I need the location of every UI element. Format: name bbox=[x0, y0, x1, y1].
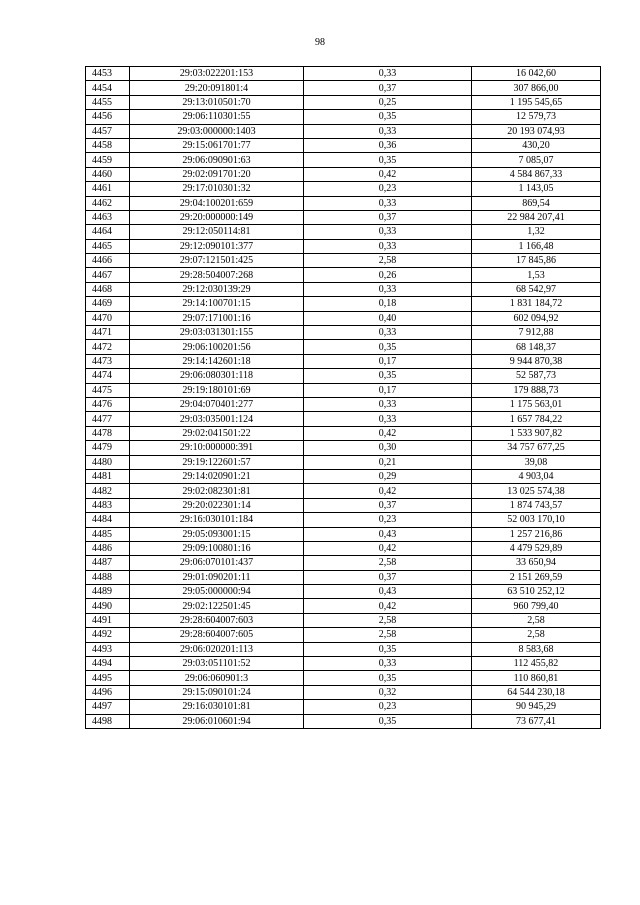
cadastral-value-cell: 1 831 184,72 bbox=[472, 297, 601, 311]
cadastral-number-cell: 29:12:090101:377 bbox=[130, 239, 304, 253]
coefficient-cell: 0,21 bbox=[304, 455, 472, 469]
coefficient-cell: 2,58 bbox=[304, 254, 472, 268]
cadastral-number-cell: 29:06:100201:56 bbox=[130, 340, 304, 354]
cadastral-number-cell: 29:03:031301:155 bbox=[130, 326, 304, 340]
cadastral-value-cell: 1 166,48 bbox=[472, 239, 601, 253]
row-number-cell: 4475 bbox=[86, 383, 130, 397]
row-number-cell: 4470 bbox=[86, 311, 130, 325]
row-number-cell: 4473 bbox=[86, 354, 130, 368]
row-number-cell: 4487 bbox=[86, 556, 130, 570]
cadastral-value-cell: 2 151 269,59 bbox=[472, 570, 601, 584]
cadastral-number-cell: 29:06:070101:437 bbox=[130, 556, 304, 570]
cadastral-number-cell: 29:19:122601:57 bbox=[130, 455, 304, 469]
cadastral-value-cell: 22 984 207,41 bbox=[472, 210, 601, 224]
table-row bbox=[86, 613, 601, 627]
cadastral-number-cell: 29:06:110301:55 bbox=[130, 110, 304, 124]
cadastral-number-cell: 29:02:091701:20 bbox=[130, 167, 304, 181]
cadastral-number-cell: 29:06:080301:118 bbox=[130, 369, 304, 383]
row-number-cell: 4496 bbox=[86, 685, 130, 699]
table-row bbox=[86, 397, 601, 411]
row-number-cell: 4493 bbox=[86, 642, 130, 656]
coefficient-cell: 0,35 bbox=[304, 153, 472, 167]
cadastral-number-cell: 29:03:051101:52 bbox=[130, 657, 304, 671]
coefficient-cell: 0,33 bbox=[304, 239, 472, 253]
cadastral-number-cell: 29:06:010601:94 bbox=[130, 714, 304, 728]
cadastral-value-cell: 1 175 563,01 bbox=[472, 397, 601, 411]
table-row bbox=[86, 628, 601, 642]
cadastral-value-cell: 1,32 bbox=[472, 225, 601, 239]
coefficient-cell: 0,33 bbox=[304, 282, 472, 296]
row-number-cell: 4463 bbox=[86, 210, 130, 224]
table-row bbox=[86, 599, 601, 613]
table-row bbox=[86, 138, 601, 152]
table-row bbox=[86, 469, 601, 483]
row-number-cell: 4472 bbox=[86, 340, 130, 354]
coefficient-cell: 0,23 bbox=[304, 700, 472, 714]
table-row bbox=[86, 282, 601, 296]
row-number-cell: 4461 bbox=[86, 182, 130, 196]
coefficient-cell: 0,33 bbox=[304, 67, 472, 81]
coefficient-cell: 0,25 bbox=[304, 95, 472, 109]
coefficient-cell: 0,33 bbox=[304, 326, 472, 340]
row-number-cell: 4457 bbox=[86, 124, 130, 138]
cadastral-value-cell: 1 533 907,82 bbox=[472, 426, 601, 440]
table-row bbox=[86, 412, 601, 426]
table-row bbox=[86, 326, 601, 340]
row-number-cell: 4491 bbox=[86, 613, 130, 627]
table-row bbox=[86, 541, 601, 555]
row-number-cell: 4474 bbox=[86, 369, 130, 383]
coefficient-cell: 0,23 bbox=[304, 182, 472, 196]
coefficient-cell: 0,40 bbox=[304, 311, 472, 325]
coefficient-cell: 0,43 bbox=[304, 527, 472, 541]
cadastral-value-cell: 12 579,73 bbox=[472, 110, 601, 124]
table-row bbox=[86, 498, 601, 512]
cadastral-value-cell: 960 799,40 bbox=[472, 599, 601, 613]
coefficient-cell: 0,23 bbox=[304, 513, 472, 527]
cadastral-number-cell: 29:14:020901:21 bbox=[130, 469, 304, 483]
row-number-cell: 4462 bbox=[86, 196, 130, 210]
row-number-cell: 4467 bbox=[86, 268, 130, 282]
table-row bbox=[86, 570, 601, 584]
table-row bbox=[86, 196, 601, 210]
row-number-cell: 4486 bbox=[86, 541, 130, 555]
cadastral-number-cell: 29:06:020201:113 bbox=[130, 642, 304, 656]
cadastral-value-cell: 2,58 bbox=[472, 628, 601, 642]
table-row bbox=[86, 426, 601, 440]
table-row bbox=[86, 254, 601, 268]
cadastral-value-cell: 17 845,86 bbox=[472, 254, 601, 268]
coefficient-cell: 0,35 bbox=[304, 642, 472, 656]
cadastral-value-cell: 602 094,92 bbox=[472, 311, 601, 325]
coefficient-cell: 0,33 bbox=[304, 225, 472, 239]
row-number-cell: 4471 bbox=[86, 326, 130, 340]
table-row bbox=[86, 182, 601, 196]
cadastral-number-cell: 29:03:022201:153 bbox=[130, 67, 304, 81]
coefficient-cell: 0,17 bbox=[304, 383, 472, 397]
cadastral-value-cell: 63 510 252,12 bbox=[472, 585, 601, 599]
coefficient-cell: 0,43 bbox=[304, 585, 472, 599]
coefficient-cell: 0,35 bbox=[304, 671, 472, 685]
table-row bbox=[86, 225, 601, 239]
cadastral-value-cell: 33 650,94 bbox=[472, 556, 601, 570]
coefficient-cell: 0,33 bbox=[304, 196, 472, 210]
table-row bbox=[86, 700, 601, 714]
table-row bbox=[86, 383, 601, 397]
cadastral-value-cell: 52 003 170,10 bbox=[472, 513, 601, 527]
table-row bbox=[86, 685, 601, 699]
row-number-cell: 4465 bbox=[86, 239, 130, 253]
cadastral-number-cell: 29:15:061701:77 bbox=[130, 138, 304, 152]
row-number-cell: 4483 bbox=[86, 498, 130, 512]
cadastral-number-cell: 29:03:000000:1403 bbox=[130, 124, 304, 138]
cadastral-value-cell: 90 945,29 bbox=[472, 700, 601, 714]
cadastral-number-cell: 29:09:100801:16 bbox=[130, 541, 304, 555]
row-number-cell: 4480 bbox=[86, 455, 130, 469]
row-number-cell: 4490 bbox=[86, 599, 130, 613]
cadastral-number-cell: 29:14:142601:18 bbox=[130, 354, 304, 368]
cadastral-value-cell: 2,58 bbox=[472, 613, 601, 627]
coefficient-cell: 0,29 bbox=[304, 469, 472, 483]
table-row bbox=[86, 527, 601, 541]
cadastral-number-cell: 29:02:122501:45 bbox=[130, 599, 304, 613]
row-number-cell: 4459 bbox=[86, 153, 130, 167]
coefficient-cell: 0,35 bbox=[304, 340, 472, 354]
row-number-cell: 4481 bbox=[86, 469, 130, 483]
cadastral-number-cell: 29:04:070401:277 bbox=[130, 397, 304, 411]
cadastral-value-cell: 4 903,04 bbox=[472, 469, 601, 483]
table-body bbox=[86, 67, 601, 729]
cadastral-number-cell: 29:03:035001:124 bbox=[130, 412, 304, 426]
row-number-cell: 4460 bbox=[86, 167, 130, 181]
cadastral-number-cell: 29:06:060901:3 bbox=[130, 671, 304, 685]
table-row bbox=[86, 153, 601, 167]
table-row bbox=[86, 239, 601, 253]
cadastral-number-cell: 29:02:041501:22 bbox=[130, 426, 304, 440]
cadastral-value-cell: 16 042,60 bbox=[472, 67, 601, 81]
table-row bbox=[86, 484, 601, 498]
row-number-cell: 4497 bbox=[86, 700, 130, 714]
coefficient-cell: 0,18 bbox=[304, 297, 472, 311]
coefficient-cell: 0,30 bbox=[304, 441, 472, 455]
cadastral-value-cell: 110 860,81 bbox=[472, 671, 601, 685]
table-row bbox=[86, 124, 601, 138]
cadastral-value-cell: 9 944 870,38 bbox=[472, 354, 601, 368]
table-row bbox=[86, 268, 601, 282]
cadastral-number-cell: 29:19:180101:69 bbox=[130, 383, 304, 397]
cadastral-number-cell: 29:07:121501:425 bbox=[130, 254, 304, 268]
cadastral-value-cell: 1 195 545,65 bbox=[472, 95, 601, 109]
cadastral-value-cell: 68 542,97 bbox=[472, 282, 601, 296]
table-row bbox=[86, 95, 601, 109]
cadastral-number-cell: 29:07:171001:16 bbox=[130, 311, 304, 325]
table-row bbox=[86, 369, 601, 383]
cadastral-value-cell: 1 143,05 bbox=[472, 182, 601, 196]
row-number-cell: 4454 bbox=[86, 81, 130, 95]
cadastral-number-cell: 29:14:100701:15 bbox=[130, 297, 304, 311]
cadastral-number-cell: 29:16:030101:184 bbox=[130, 513, 304, 527]
coefficient-cell: 0,35 bbox=[304, 110, 472, 124]
cadastral-value-cell: 179 888,73 bbox=[472, 383, 601, 397]
cadastral-number-cell: 29:13:010501:70 bbox=[130, 95, 304, 109]
table-row bbox=[86, 297, 601, 311]
coefficient-cell: 0,33 bbox=[304, 412, 472, 426]
cadastral-value-cell: 869,54 bbox=[472, 196, 601, 210]
row-number-cell: 4489 bbox=[86, 585, 130, 599]
table-row bbox=[86, 642, 601, 656]
cadastral-number-cell: 29:20:022301:14 bbox=[130, 498, 304, 512]
table-row bbox=[86, 110, 601, 124]
coefficient-cell: 2,58 bbox=[304, 628, 472, 642]
row-number-cell: 4453 bbox=[86, 67, 130, 81]
cadastral-number-cell: 29:16:030101:81 bbox=[130, 700, 304, 714]
cadastral-value-cell: 13 025 574,38 bbox=[472, 484, 601, 498]
table-row bbox=[86, 657, 601, 671]
cadastral-value-cell: 73 677,41 bbox=[472, 714, 601, 728]
row-number-cell: 4484 bbox=[86, 513, 130, 527]
table-row bbox=[86, 354, 601, 368]
coefficient-cell: 0,37 bbox=[304, 210, 472, 224]
cadastral-number-cell: 29:05:000000:94 bbox=[130, 585, 304, 599]
coefficient-cell: 0,33 bbox=[304, 397, 472, 411]
row-number-cell: 4469 bbox=[86, 297, 130, 311]
table-row bbox=[86, 671, 601, 685]
coefficient-cell: 0,33 bbox=[304, 124, 472, 138]
row-number-cell: 4468 bbox=[86, 282, 130, 296]
cadastral-value-cell: 39,08 bbox=[472, 455, 601, 469]
coefficient-cell: 0,17 bbox=[304, 354, 472, 368]
cadastral-value-cell: 307 866,00 bbox=[472, 81, 601, 95]
coefficient-cell: 0,42 bbox=[304, 599, 472, 613]
coefficient-cell: 0,26 bbox=[304, 268, 472, 282]
coefficient-cell: 0,37 bbox=[304, 570, 472, 584]
cadastral-value-cell: 1 874 743,57 bbox=[472, 498, 601, 512]
table-row bbox=[86, 210, 601, 224]
row-number-cell: 4495 bbox=[86, 671, 130, 685]
cadastral-number-cell: 29:06:090901:63 bbox=[130, 153, 304, 167]
row-number-cell: 4482 bbox=[86, 484, 130, 498]
cadastral-value-table bbox=[85, 66, 601, 729]
row-number-cell: 4498 bbox=[86, 714, 130, 728]
row-number-cell: 4485 bbox=[86, 527, 130, 541]
coefficient-cell: 0,35 bbox=[304, 714, 472, 728]
cadastral-number-cell: 29:12:030139:29 bbox=[130, 282, 304, 296]
table-row bbox=[86, 441, 601, 455]
cadastral-value-cell: 1 257 216,86 bbox=[472, 527, 601, 541]
table-row bbox=[86, 455, 601, 469]
row-number-cell: 4456 bbox=[86, 110, 130, 124]
table-row bbox=[86, 67, 601, 81]
cadastral-number-cell: 29:02:082301:81 bbox=[130, 484, 304, 498]
cadastral-number-cell: 29:12:050114:81 bbox=[130, 225, 304, 239]
coefficient-cell: 0,42 bbox=[304, 167, 472, 181]
cadastral-value-cell: 4 584 867,33 bbox=[472, 167, 601, 181]
row-number-cell: 4476 bbox=[86, 397, 130, 411]
cadastral-value-cell: 8 583,68 bbox=[472, 642, 601, 656]
row-number-cell: 4458 bbox=[86, 138, 130, 152]
page-number: 98 bbox=[315, 37, 325, 48]
table-row bbox=[86, 167, 601, 181]
row-number-cell: 4477 bbox=[86, 412, 130, 426]
cadastral-number-cell: 29:28:604007:605 bbox=[130, 628, 304, 642]
cadastral-value-cell: 20 193 074,93 bbox=[472, 124, 601, 138]
coefficient-cell: 0,33 bbox=[304, 657, 472, 671]
cadastral-value-cell: 7 912,88 bbox=[472, 326, 601, 340]
cadastral-value-cell: 1,53 bbox=[472, 268, 601, 282]
cadastral-number-cell: 29:20:091801:4 bbox=[130, 81, 304, 95]
row-number-cell: 4464 bbox=[86, 225, 130, 239]
coefficient-cell: 2,58 bbox=[304, 556, 472, 570]
coefficient-cell: 0,37 bbox=[304, 81, 472, 95]
cadastral-value-cell: 68 148,37 bbox=[472, 340, 601, 354]
table-row bbox=[86, 513, 601, 527]
cadastral-number-cell: 29:04:100201:659 bbox=[130, 196, 304, 210]
table-row bbox=[86, 556, 601, 570]
cadastral-value-cell: 4 479 529,89 bbox=[472, 541, 601, 555]
table-row bbox=[86, 714, 601, 728]
cadastral-number-cell: 29:28:504007:268 bbox=[130, 268, 304, 282]
row-number-cell: 4494 bbox=[86, 657, 130, 671]
cadastral-value-cell: 34 757 677,25 bbox=[472, 441, 601, 455]
table-row bbox=[86, 585, 601, 599]
coefficient-cell: 2,58 bbox=[304, 613, 472, 627]
cadastral-number-cell: 29:01:090201:11 bbox=[130, 570, 304, 584]
coefficient-cell: 0,32 bbox=[304, 685, 472, 699]
row-number-cell: 4488 bbox=[86, 570, 130, 584]
cadastral-number-cell: 29:10:000000:391 bbox=[130, 441, 304, 455]
cadastral-value-cell: 430,20 bbox=[472, 138, 601, 152]
row-number-cell: 4478 bbox=[86, 426, 130, 440]
cadastral-number-cell: 29:15:090101:24 bbox=[130, 685, 304, 699]
cadastral-value-cell: 64 544 230,18 bbox=[472, 685, 601, 699]
table-row bbox=[86, 311, 601, 325]
cadastral-value-cell: 7 085,07 bbox=[472, 153, 601, 167]
row-number-cell: 4479 bbox=[86, 441, 130, 455]
row-number-cell: 4455 bbox=[86, 95, 130, 109]
row-number-cell: 4492 bbox=[86, 628, 130, 642]
row-number-cell: 4466 bbox=[86, 254, 130, 268]
coefficient-cell: 0,42 bbox=[304, 426, 472, 440]
cadastral-value-cell: 1 657 784,22 bbox=[472, 412, 601, 426]
cadastral-number-cell: 29:20:000000:149 bbox=[130, 210, 304, 224]
coefficient-cell: 0,42 bbox=[304, 484, 472, 498]
table-row bbox=[86, 340, 601, 354]
cadastral-number-cell: 29:28:604007:603 bbox=[130, 613, 304, 627]
cadastral-value-cell: 52 587,73 bbox=[472, 369, 601, 383]
coefficient-cell: 0,35 bbox=[304, 369, 472, 383]
table-row bbox=[86, 81, 601, 95]
coefficient-cell: 0,36 bbox=[304, 138, 472, 152]
cadastral-value-cell: 112 455,82 bbox=[472, 657, 601, 671]
coefficient-cell: 0,37 bbox=[304, 498, 472, 512]
cadastral-number-cell: 29:05:093001:15 bbox=[130, 527, 304, 541]
coefficient-cell: 0,42 bbox=[304, 541, 472, 555]
cadastral-number-cell: 29:17:010301:32 bbox=[130, 182, 304, 196]
